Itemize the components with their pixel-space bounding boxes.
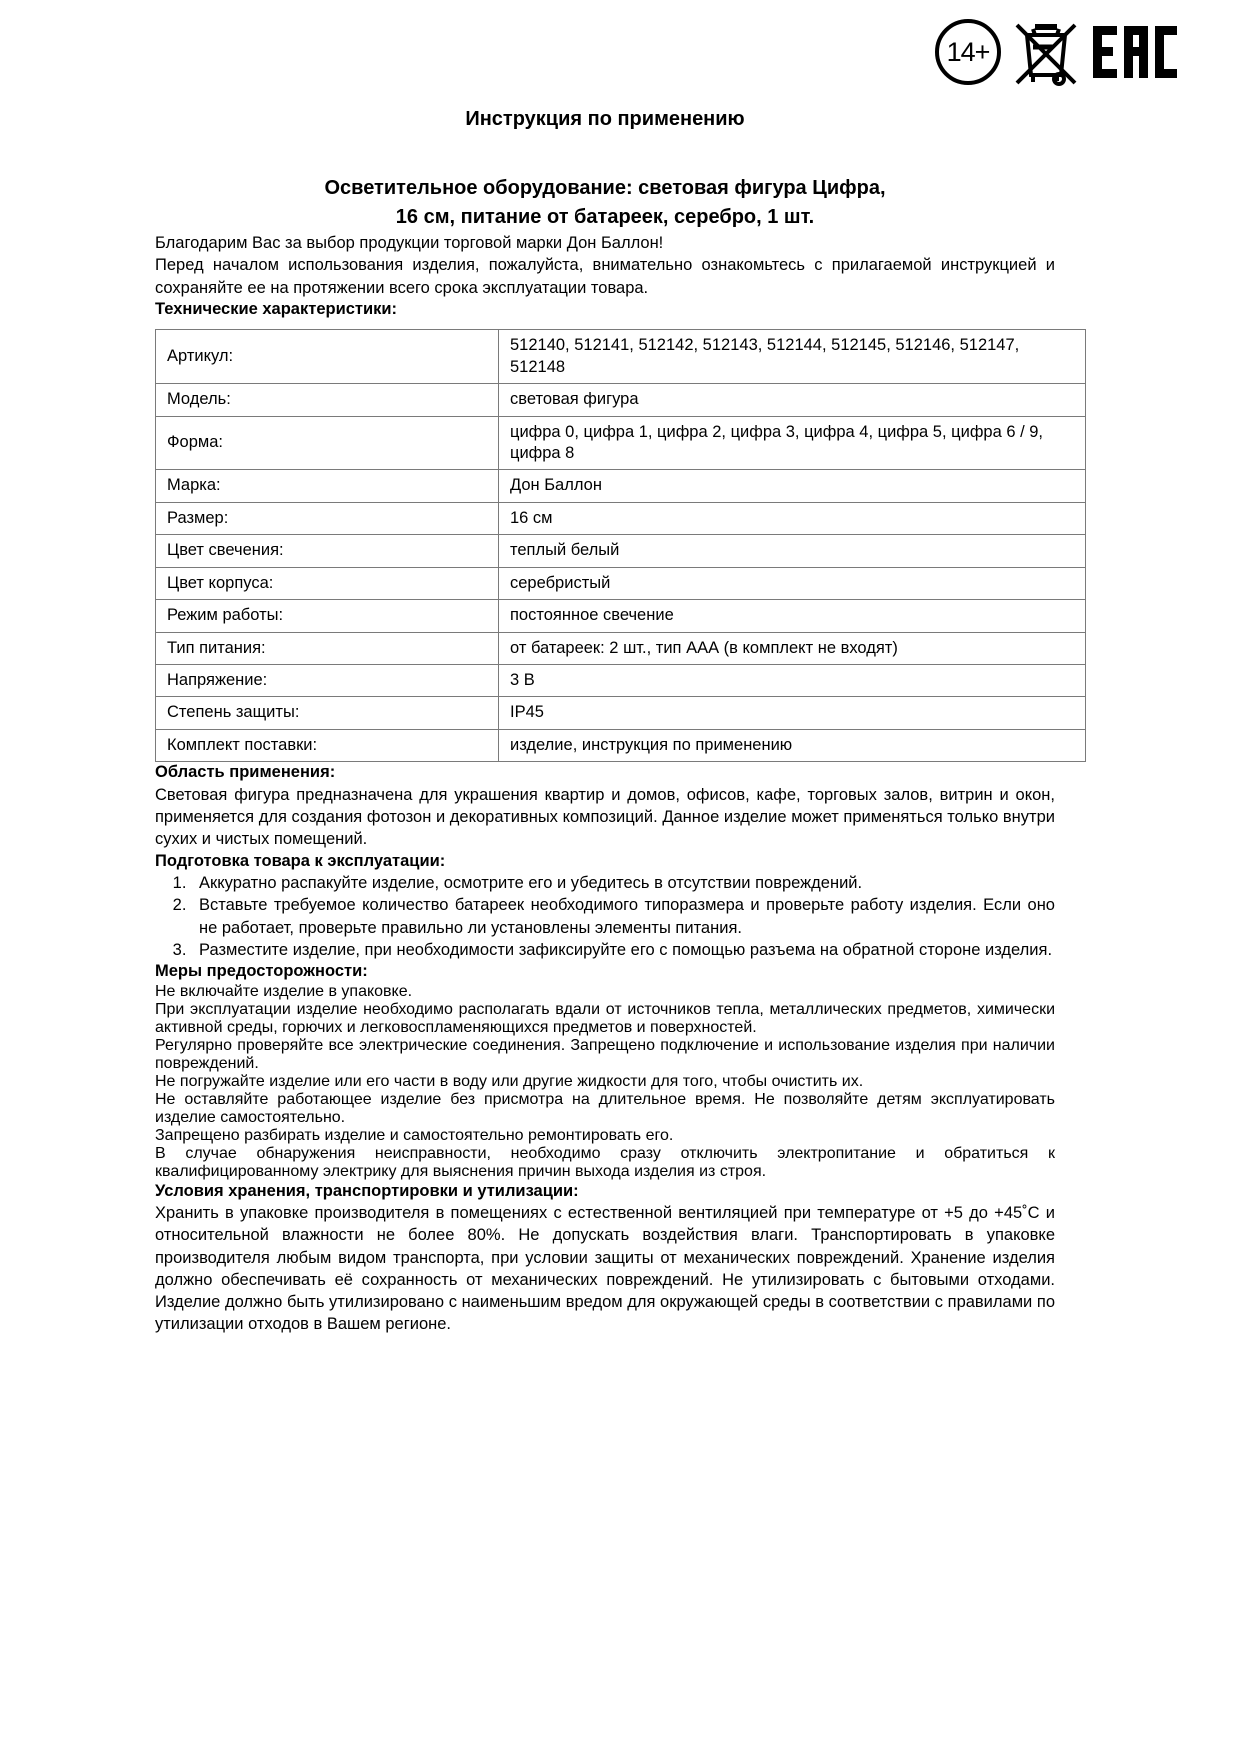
spec-key: Артикул: [156, 330, 499, 384]
spec-value: световая фигура [499, 384, 1086, 416]
spec-value: 3 В [499, 665, 1086, 697]
spec-value: цифра 0, цифра 1, цифра 2, цифра 3, цифра 4, цифра 5, цифра 6 / 9, цифра 8 [499, 416, 1086, 470]
eac-conformity-mark-icon [1091, 22, 1179, 82]
spec-value: теплый белый [499, 535, 1086, 567]
table-row [156, 729, 1086, 761]
age-restriction-label: 14+ [946, 36, 990, 67]
list-item: 1. Аккуратно распакуйте изделие, осмотрите его и убедитесь в отсутствии повреждений. [191, 872, 1055, 894]
storage-paragraph: Хранить в упаковке производителя в помещениях с естественной вентиляцией при температуре от +5 до +45˚С и относительной влажности не более 80%. Не допускать воздействия влаги. Транспортировать в упаковке производителя любым видом транспорта, при условии защиты от механических повреждений. Хранение изделия должно обеспечивать её сохранность от механических повреждений. Не утилизировать с бытовыми отходами. Изделие должно быть утилизировано с наименьшим вредом для окружающей среды в соответствии с правилами по утилизации отходов в Вашем регионе. [155, 1203, 1055, 1334]
precaution-item: Запрещено разбирать изделие и самостоятельно ремонтировать его. [155, 1126, 674, 1144]
precaution-item: При эксплуатации изделие необходимо располагать вдали от источников тепла, металлических предметов, химически активной среды, горючих и легковоспламеняющихся предметов и поверхностей. [155, 1000, 1055, 1036]
precaution-item: Не включайте изделие в упаковке. [155, 982, 413, 1000]
table-row [156, 632, 1086, 664]
product-title-line-1: Осветительное оборудование: световая фигура Цифра, [324, 177, 886, 199]
precaution-item: Не погружайте изделие или его части в воду или другие жидкости для того, чтобы очистить их. [155, 1072, 864, 1090]
spec-value: 16 см [499, 502, 1086, 534]
application-paragraph: Световая фигура предназначена для украшения квартир и домов, офисов, кафе, торговых залов, витрин и окон, применяется для создания фотозон и декоративных композиций. Данное изделие может применяться только внутри сухих и чистых помещений. [155, 785, 1055, 849]
list-item: 2. Вставьте требуемое количество батареек необходимого типоразмера и проверьте работу изделия. Если оно не работает, проверьте правильно ли установлены элементы питания. [191, 894, 1055, 939]
spec-value: IP45 [499, 697, 1086, 729]
spec-key: Цвет свечения: [156, 535, 499, 567]
spec-key: Размер: [156, 502, 499, 534]
document-content [155, 0, 1055, 1336]
precautions-list [155, 983, 1055, 1181]
spec-value: Дон Баллон [499, 470, 1086, 502]
product-title-line-2: 16 см, питание от батареек, серебро, 1 шт. [395, 206, 815, 228]
thanks-paragraph: Благодарим Вас за выбор продукции торговой марки Дон Баллон! [155, 234, 664, 252]
list-item: 3. Разместите изделие, при необходимости зафиксируйте его с помощью разъема на обратной стороне изделия. [191, 939, 1055, 961]
spec-key: Цвет корпуса: [156, 567, 499, 599]
spec-key: Степень защиты: [156, 697, 499, 729]
table-row [156, 665, 1086, 697]
table-row [156, 697, 1086, 729]
specifications-table [155, 329, 1086, 762]
spec-value: постоянное свечение [499, 600, 1086, 632]
spec-value: изделие, инструкция по применению [499, 729, 1086, 761]
specs-heading: Технические характеристики: [155, 299, 398, 318]
table-row [156, 600, 1086, 632]
spec-key: Тип питания: [156, 632, 499, 664]
table-row [156, 567, 1086, 599]
storage-heading: Условия хранения, транспортировки и утилизации: [155, 1181, 579, 1200]
spec-key: Напряжение: [156, 665, 499, 697]
application-heading: Область применения: [155, 763, 336, 782]
table-row [156, 470, 1086, 502]
precaution-item: Не оставляйте работающее изделие без присмотра на длительное время. Не позволяйте детям эксплуатировать изделие самостоятельно. [155, 1090, 1055, 1126]
precautions-heading: Меры предосторожности: [155, 962, 368, 981]
spec-value: серебристый [499, 567, 1086, 599]
spec-key: Модель: [156, 384, 499, 416]
spec-key: Комплект поставки: [156, 729, 499, 761]
table-row [156, 535, 1086, 567]
spec-value: от батареек: 2 шт., тип ААА (в комплект не входят) [499, 632, 1086, 664]
spec-key: Марка: [156, 470, 499, 502]
product-title [155, 174, 1055, 232]
spec-value: 512140, 512141, 512142, 512143, 512144, 512145, 512146, 512147, 512148 [499, 330, 1086, 384]
table-row [156, 330, 1086, 384]
spec-key: Режим работы: [156, 600, 499, 632]
precaution-item: Регулярно проверяйте все электрические соединения. Запрещено подключение и использование изделия при наличии повреждений. [155, 1036, 1055, 1072]
document-title: Инструкция по применению [465, 108, 745, 130]
notice-paragraph: Перед началом использования изделия, пожалуйста, внимательно ознакомьтесь с прилагаемой инструкцией и сохраняйте ее на протяжении всего срока эксплуатации товара. [155, 256, 1055, 297]
spec-key: Форма: [156, 416, 499, 470]
preparation-steps [155, 872, 1055, 961]
preparation-heading: Подготовка товара к эксплуатации: [155, 851, 446, 870]
table-row [156, 384, 1086, 416]
table-row [156, 502, 1086, 534]
precaution-item: В случае обнаружения неисправности, необходимо сразу отключить электропитание и обратиться к квалифицированному электрику для выяснения причин выхода изделия из строя. [155, 1144, 1055, 1180]
table-row [156, 416, 1086, 470]
